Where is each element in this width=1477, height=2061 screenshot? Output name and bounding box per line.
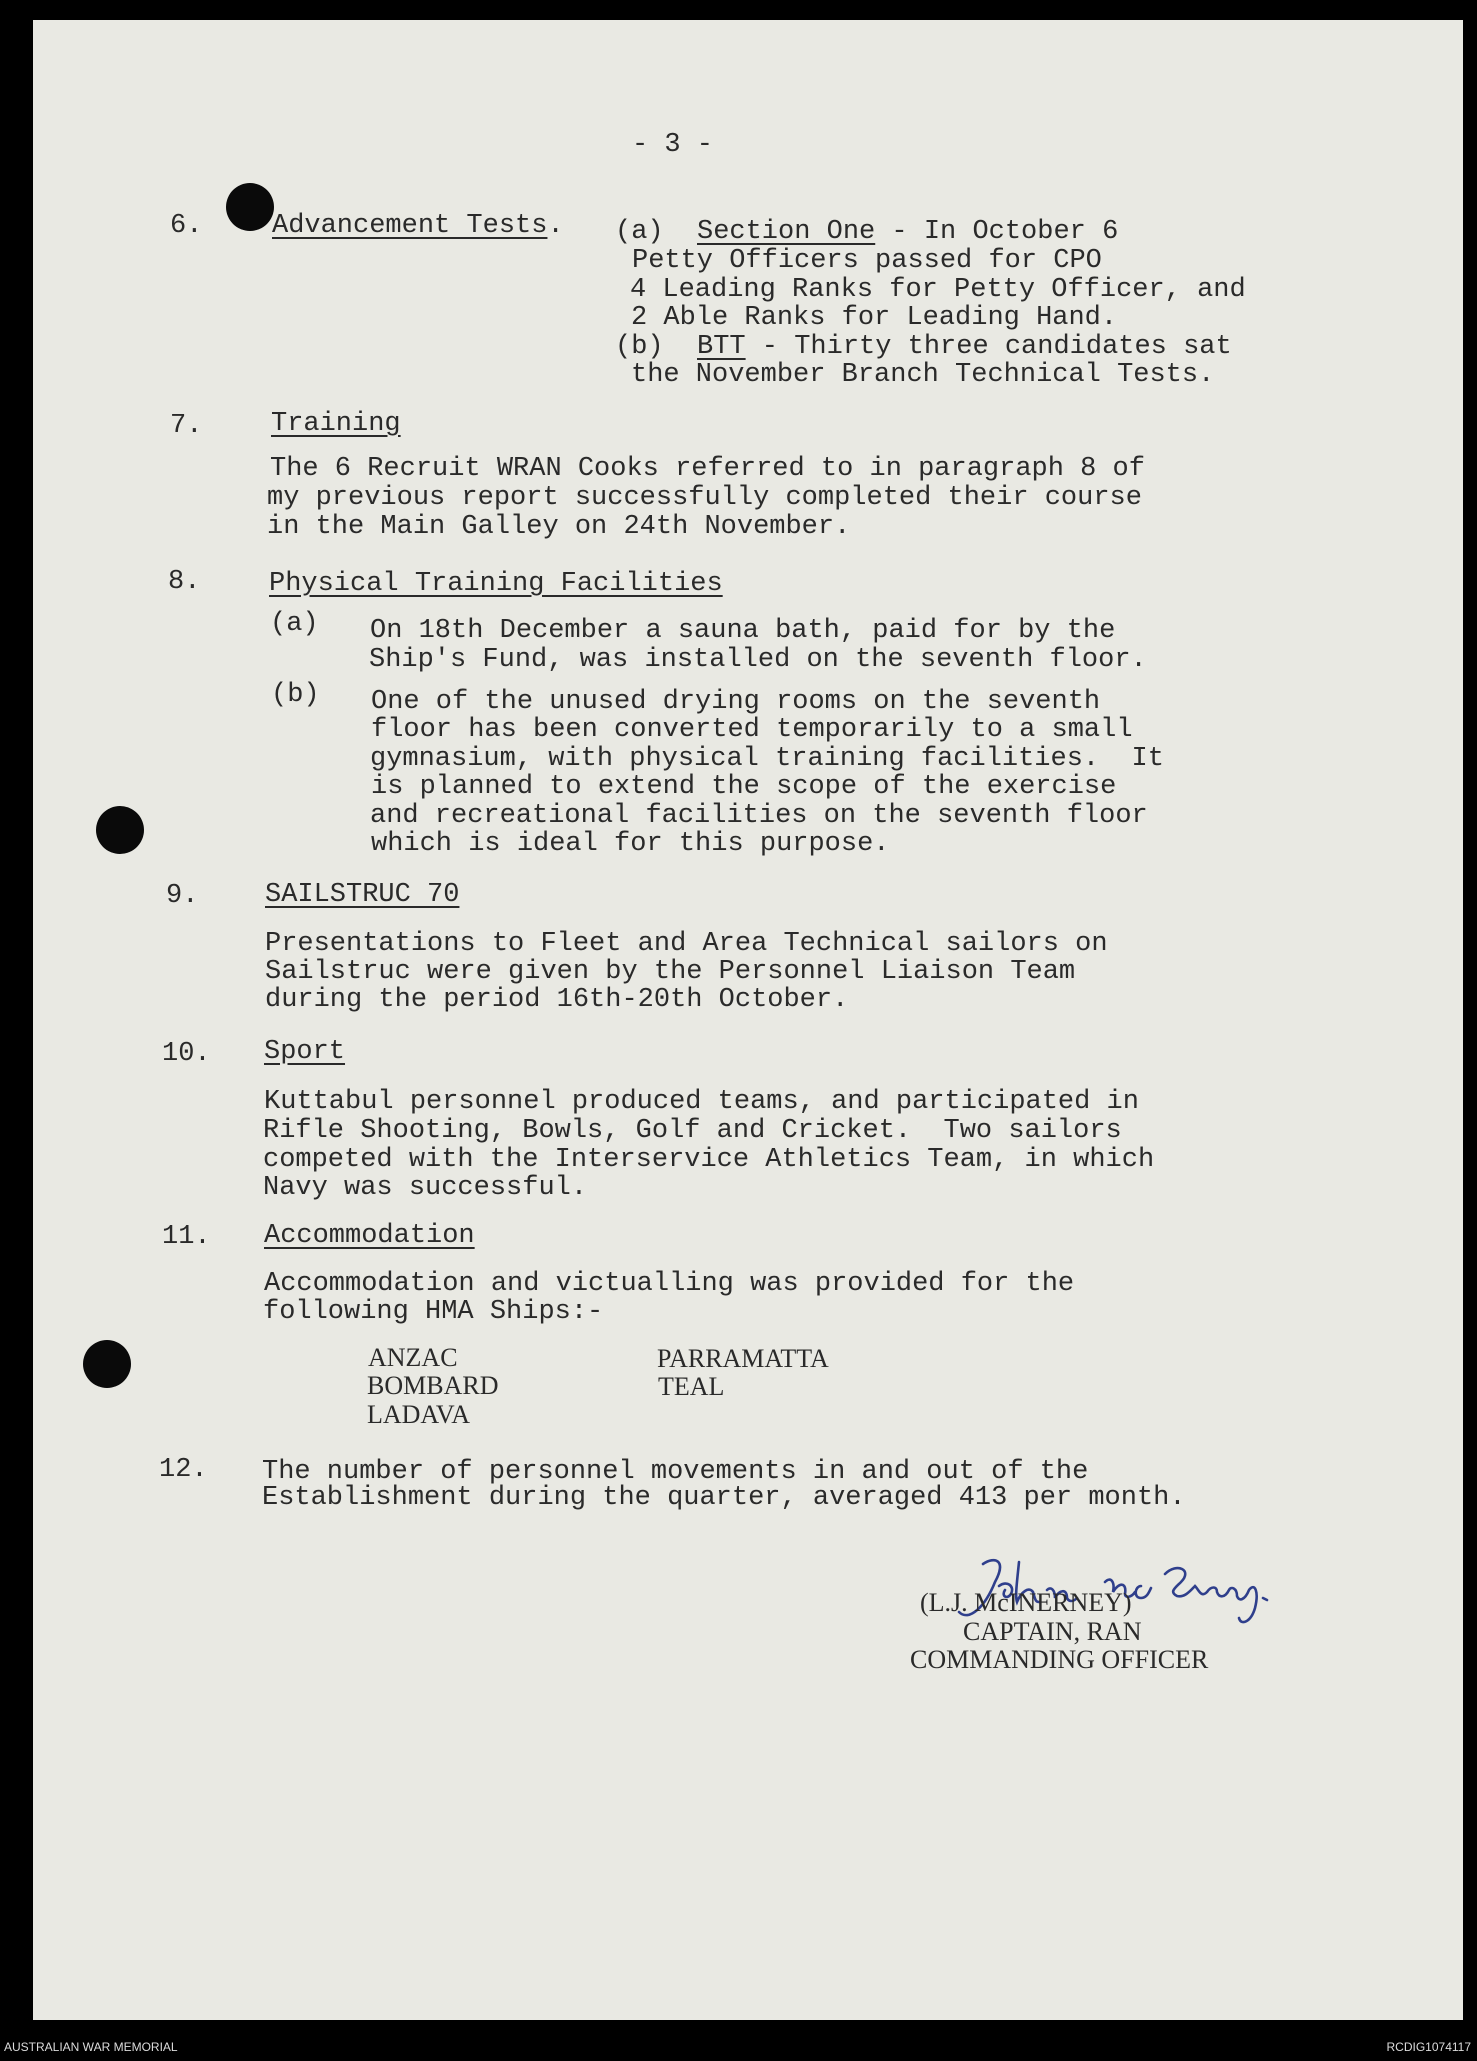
ship-name: PARRAMATTA [657, 1344, 829, 1373]
section-title: SAILSTRUC 70 [265, 880, 460, 910]
subsection-label: (a) [615, 217, 664, 247]
section-title: Physical Training Facilities [269, 569, 723, 599]
paragraph-line: gymnasium, with physical training facilities. It [370, 744, 1164, 774]
paragraph-line: On 18th December a sauna bath, paid for by the [370, 616, 1116, 646]
subsection-line: the November Branch Technical Tests. [631, 360, 1215, 390]
subsection-line: Petty Officers passed for CPO [632, 246, 1102, 276]
paragraph-line: Sailstruc were given by the Personnel Liaison Team [265, 957, 1076, 987]
page-number: - 3 - [632, 130, 714, 160]
subsection-heading: BTT [697, 332, 746, 362]
ship-name: LADAVA [367, 1400, 471, 1429]
signatory-rank: CAPTAIN, RAN [963, 1617, 1142, 1646]
signatory-role: COMMANDING OFFICER [910, 1645, 1209, 1674]
subsection-label: (b) [271, 680, 320, 710]
paragraph-line: One of the unused drying rooms on the seventh [371, 687, 1101, 717]
paragraph-line: my previous report successfully completed their course [267, 483, 1142, 513]
subsection-label: (b) [615, 332, 664, 362]
signatory-name: (L.J. McINERNEY) [920, 1588, 1132, 1617]
subsection-text-rest: - In October 6 [875, 217, 1119, 247]
section-title: Sport [264, 1037, 346, 1067]
paragraph-line: floor has been converted temporarily to a small [371, 715, 1133, 745]
paragraph-line: Ship's Fund, was installed on the seventh floor. [369, 645, 1147, 675]
section-title [272, 212, 564, 241]
paragraph-line: Navy was successful. [263, 1173, 588, 1203]
paragraph-line: Accommodation and victualling was provided for the [264, 1269, 1075, 1299]
paragraph-line: The number of personnel movements in and out of the [262, 1457, 1089, 1487]
subsection-text [697, 218, 1118, 247]
paragraph-line: competed with the Interservice Athletics Team, in which [263, 1145, 1155, 1175]
section-number: 7. [170, 411, 203, 441]
subsection-heading: Section One [697, 217, 876, 247]
subsection-label: (a) [270, 609, 319, 639]
ship-name: ANZAC [368, 1343, 458, 1372]
section-number: 6. [170, 211, 203, 241]
paragraph-line: Establishment during the quarter, averaged 413 per month. [262, 1483, 1186, 1513]
paragraph-line: and recreational facilities on the seventh floor [370, 801, 1148, 831]
paragraph-line: Presentations to Fleet and Area Technical sailors on [265, 929, 1108, 959]
subsection-line: 4 Leading Ranks for Petty Officer, and [630, 275, 1246, 305]
section-number: 9. [166, 881, 199, 911]
section-title-text: Advancement Tests [272, 211, 548, 241]
section-number: 8. [168, 567, 201, 597]
section-title: Training [271, 409, 401, 439]
footer-archive-name: AUSTRALIAN WAR MEMORIAL [4, 2040, 178, 2054]
section-title: Accommodation [264, 1221, 475, 1251]
paragraph-line: The 6 Recruit WRAN Cooks referred to in paragraph 8 of [270, 454, 1145, 484]
subsection-text-rest: - Thirty three candidates sat [745, 332, 1232, 362]
punch-hole [83, 1340, 131, 1388]
subsection-line: 2 Able Ranks for Leading Hand. [631, 303, 1118, 333]
footer-record-id: RCDIG1074117 [1386, 2040, 1471, 2054]
section-number: 10. [162, 1039, 211, 1069]
section-number: 11. [162, 1222, 211, 1252]
paragraph-line: during the period 16th-20th October. [265, 985, 849, 1015]
section-number: 12. [159, 1455, 208, 1485]
punch-hole [96, 806, 144, 854]
ship-name: BOMBARD [367, 1371, 499, 1400]
punch-hole [226, 183, 274, 231]
section-title-suffix: . [547, 211, 564, 241]
paragraph-line: Rifle Shooting, Bowls, Golf and Cricket. Two sailors [263, 1116, 1122, 1146]
paragraph-line: in the Main Galley on 24th November. [267, 512, 851, 542]
subsection-text [697, 333, 1232, 362]
paragraph-line: Kuttabul personnel produced teams, and participated in [264, 1087, 1139, 1117]
paragraph-line: is planned to extend the scope of the exercise [371, 772, 1117, 802]
paragraph-line: following HMA Ships:- [263, 1297, 604, 1327]
ship-name: TEAL [658, 1372, 725, 1401]
paragraph-line: which is ideal for this purpose. [371, 829, 890, 859]
